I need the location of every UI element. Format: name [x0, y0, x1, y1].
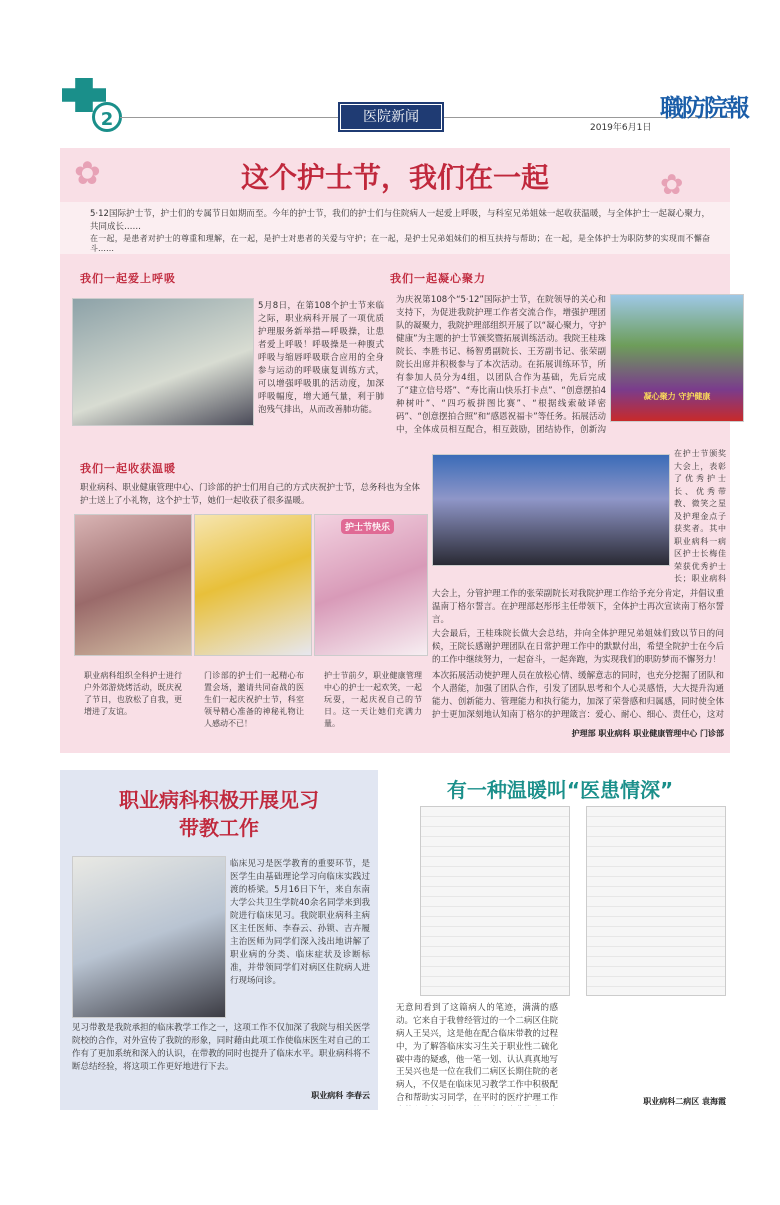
s4-text4: 本次拓展活动使护理人员在放松心情、缓解意志的同时，也充分挖掘了团队和个人潜能，加强了团队合作，引发了团队思考和个人心灵感悟，大大提升沟通能力、创新能力、管理能力和执行能力，加深了荣誉感和归属感，同时使全体护士更加深刻地认知南丁格尔的护理箴言：爱心、耐心、细心、责任心，这对	[432, 671, 724, 720]
feature-panel	[60, 148, 730, 753]
s4-byline: 护理部 职业病科 职业健康管理中心 门诊部	[571, 729, 724, 738]
section-label: 医院新闻	[340, 104, 442, 130]
header	[0, 60, 780, 140]
article-left-text: 见习带教是我院承担的临床教学工作之一，这项工作不仅加深了我院与相关医学院校的合作，对外宣传了我院的形象，同时藉由此项工作使临床医生对自己的工作有了更加系统和深入的认识，在带教的同时也提升了临床水平。职业病科将不断总结经验，将这项工作更好地进行下去。	[72, 1023, 370, 1072]
banner-text: 凝心聚力 守护健康	[643, 392, 711, 401]
article-left	[60, 770, 378, 1110]
flower-icon: ✿	[660, 168, 684, 201]
article-left-byline: 职业病科 李春云	[311, 1091, 370, 1100]
section-title: 我们一起凝心聚力	[390, 272, 486, 285]
photo-award-ceremony	[432, 454, 670, 566]
collage-badge: 护士节快乐	[341, 519, 394, 534]
feature-title: 这个护士节，我们在一起	[240, 161, 549, 194]
intro-text: 5·12国际护士节，护士们的专属节日如期而至。今年的护士节，我们的护士们与住院病人一起爱上呼吸，与科室兄弟姐妹一起收获温暖，与全体护士一起凝心聚力，共同成长……	[90, 209, 710, 232]
page-number: 2	[92, 102, 122, 132]
s3-text: 职业病科、职业健康管理中心、门诊部的护士们用自己的方式庆祝护士节，总务科也为全体护士送上了小礼物，这个护士节，她们一起收获了很多温暖。	[80, 483, 420, 506]
intro-box	[60, 202, 730, 254]
s4-text: 在护士节颁奖大会上，表彰了优秀护士长、优秀带教、微笑之星及护理金点子获奖者。其中职业病科一病区护士长梅佳荣获优秀护士长；职业病科	[674, 449, 726, 583]
photo-clinical-teaching	[72, 856, 226, 1018]
s4-text2: 大会上，分管护理工作的张荣副院长对我院护理工作给予充分肯定，并倡议重温南丁格尔誓言。在护理部赵彤彤主任带领下，全体护士再次宣读南丁格尔誓言。	[432, 589, 724, 625]
photo-handwritten-letter	[420, 806, 570, 996]
section-title: 我们一起收获温暖	[80, 462, 176, 475]
issue-date: 2019年6月1日	[590, 123, 652, 133]
article-left-text: 临床见习是医学教育的重要环节，是医学生由基础理论学习向临床实践过渡的桥梁。5月16日下午，来自东南大学公共卫生学院40余名同学来到我院进行临床见习。我院职业病科主病区主任医师、李春云、孙锁、吉卉履主治医师为同学们深入浅出地讲解了职业病的分类、临床症状及诊断标准，并带领同学们对病区住院病人进行现场问诊。	[230, 859, 370, 986]
s2-text: 为庆祝第108个“5·12”国际护士节，在院领导的关心和支持下，为促进我院护理工作者交流合作，增强护理团队的凝聚力，我院护理部组织开展了以“凝心聚力，守护健康”为主题的护士节颁奖暨拓展训练活动。我院王桂珠院长、李胜书记、杨智勇副院长、王芳副书记、张荣副院长出席并积极参与了本次活动。在拓展训练环节，所有参加人员分为4组，以团队合作为基础，先后完成了“建立信号塔”、“寿比南山快乐打卡点”、“创意摆拍4种树叶”、“四巧板拼图比赛”、“根据线索破译密码”、“创意摆拍合照”和“感恩祝福卡”等任务。拓展活动中，全体成员相互配合，相互鼓励，团结协作，创新沟	[396, 295, 606, 434]
caption-clinic: 门诊部的护士们一起精心布置会场，邀请共同奋战的医生们一起庆祝护士节，科室领导精心准备的神秘礼物让人感动不已！	[204, 671, 304, 728]
intro-text: 在一起，是患者对护士的尊重和理解，在一起，是护士对患者的关爱与守护；在一起，是护士兄弟姐妹们的相互扶持与帮助；在一起，是全体护士为职防梦的实现而不懈奋斗……	[90, 234, 710, 253]
photo-512-balloons	[194, 514, 312, 656]
photo-group-banner	[610, 294, 744, 422]
caption-health-center: 护士节前夕，职业健康管理中心的护士一起欢笑，一起玩耍，一起庆祝自己的节日。这一天让她们充满力量。	[324, 671, 422, 728]
article-right-text-cont	[566, 1002, 726, 1092]
masthead: 職防院報	[660, 93, 748, 122]
article-title: 带教工作	[179, 816, 259, 840]
photo-collage	[314, 514, 428, 656]
caption-outing: 职业病科组织全科护士进行户外郊游烧烤活动，既庆祝了节日，也放松了自我，更增进了友谊。	[84, 671, 182, 716]
photo-outing	[74, 514, 192, 656]
article-title: 职业病科积极开展见习	[119, 788, 319, 812]
photo-breathing-exercise	[72, 298, 254, 426]
article-title: 有一种温暖叫“医患情深”	[446, 778, 674, 802]
article-right-text: 无意间看到了这篇病人的笔迹，满满的感动。它来自于我曾经管过的一个二病区住院病人王吴兴，这是他在配合临床带教的过程中，为了解答临床实习生关于职业性二硫化碳中毒的疑惑，他一笔一划、认认真真地写	[396, 1003, 558, 1065]
article-right-byline: 职业病科二病区 袁海霞	[643, 1097, 726, 1106]
section-title: 我们一起爱上呼吸	[80, 272, 176, 285]
article-right-text: 王吴兴也是一位在我们二病区长期住院的老病人，不仅是在临床见习教学工作中积极配合和帮助实习同学，在平时的医疗护理工作	[396, 1067, 558, 1103]
s4-text3: 大会最后，王桂珠院长做大会总结，并向全体护理兄弟姐妹们致以节日的问候，王院长感谢护理团队在日常护理工作中的默默付出，希望全院护士在今后的工作中继续努力，一起奋斗，一起奔跑，为实现我们的职防梦而不懈努力！	[432, 629, 724, 665]
article-right	[390, 770, 730, 1110]
photo-handwritten-letter	[586, 806, 726, 996]
flower-icon: ✿	[74, 154, 101, 192]
s1-text: 5月8日，在第108个护士节来临之际，职业病科开展了一项优质护理服务新举措—呼吸操，让患者爱上呼吸！呼吸操是一种腹式呼吸与缩唇呼吸联合应用的全身参与运动的呼吸康复训练方式，可以增强呼吸肌的活动度，加深呼吸幅度，增大通气量，利于肺泡残气排出，从而改善肺功能。	[258, 301, 384, 415]
